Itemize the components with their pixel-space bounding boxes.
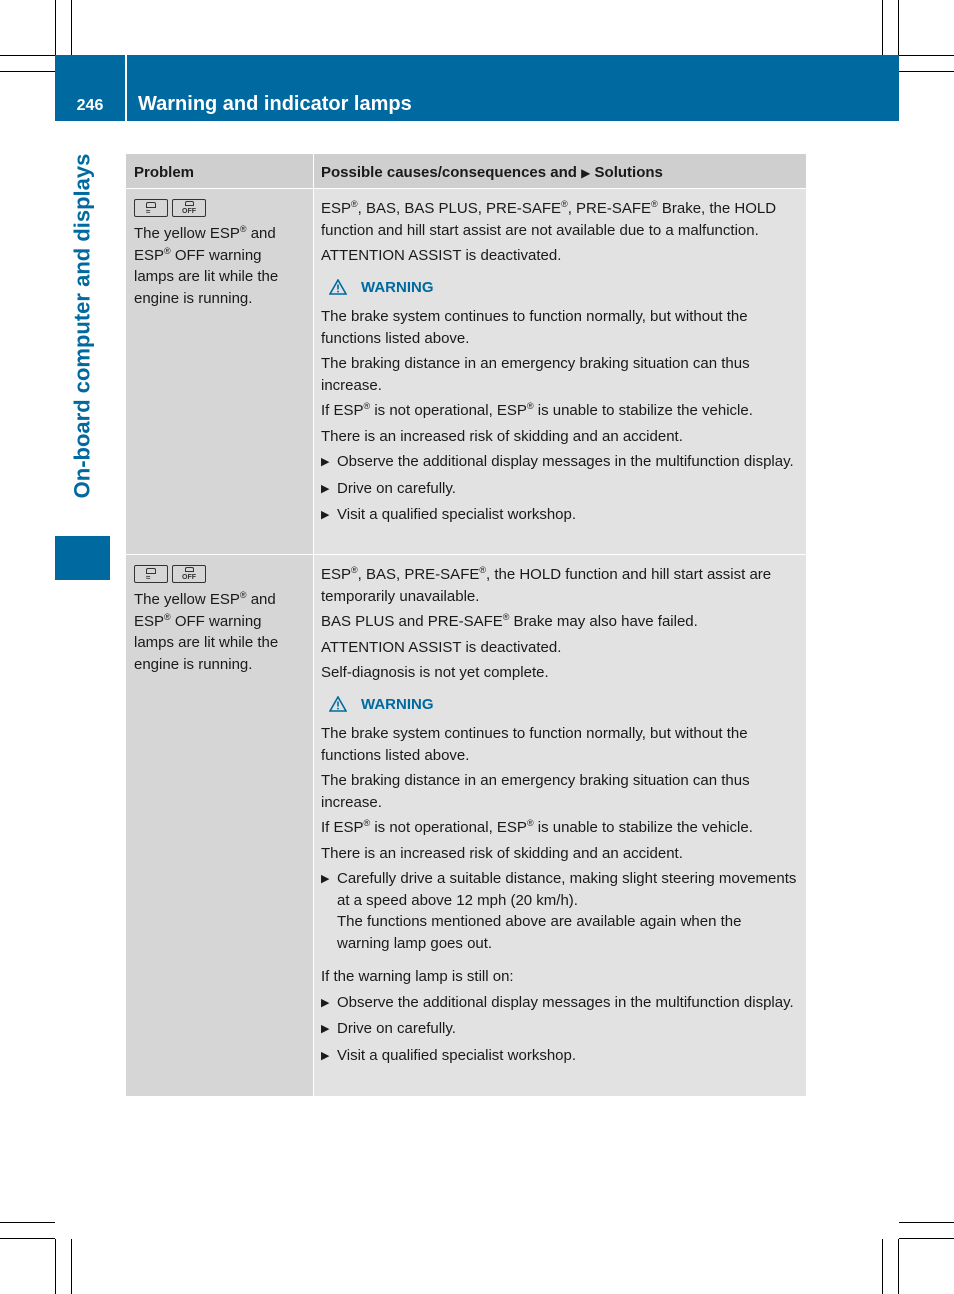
bullet-arrow: ▶	[321, 996, 330, 1009]
solution-cell	[313, 189, 806, 554]
warning-text: The braking distance in an emergency braking situation can thus increase.	[321, 355, 750, 394]
problem-cell	[126, 189, 313, 554]
chapter-tab	[55, 121, 110, 580]
crop-mark	[898, 1239, 899, 1294]
registered-mark: ®	[526, 401, 534, 411]
warning-heading	[329, 694, 798, 716]
problem-text-part: OFF warning lamps are lit while the engine is running.	[134, 246, 279, 307]
cause-paragraph	[321, 564, 798, 607]
bullet-arrow: ▶	[321, 456, 330, 468]
lamp-icons	[134, 565, 305, 585]
bullet-arrow: ▶	[321, 1049, 330, 1062]
crop-mark	[898, 0, 899, 55]
list-item-text: Visit a qualified specialist workshop.	[337, 1046, 577, 1064]
text-part: , the HOLD function and hill start assist are temporarily unavailable.	[321, 566, 772, 605]
warning-label: WARNING	[361, 278, 434, 296]
problem-text	[134, 589, 305, 675]
problem-text-part: and ESP	[134, 225, 276, 264]
text-part: is unable to stabilize the vehicle.	[533, 402, 753, 419]
text-part: is not operational, ESP	[370, 819, 527, 836]
list-item-text: Observe the additional display messages in the multifunction display.	[337, 453, 794, 470]
cause-paragraph: ATTENTION ASSIST is deactivated.	[321, 638, 562, 656]
list-item	[321, 1045, 798, 1068]
cause-paragraph: Self-diagnosis is not yet complete.	[321, 664, 549, 681]
cause-paragraph	[321, 198, 798, 241]
warning-text: The braking distance in an emergency braking situation can thus increase.	[321, 772, 750, 811]
spacer	[321, 958, 798, 966]
registered-mark: ®	[363, 401, 371, 411]
crop-mark	[71, 1239, 72, 1294]
list-item	[321, 478, 798, 501]
esp-off-icon-label: OFF	[182, 208, 196, 215]
registered-mark: ®	[164, 611, 171, 622]
registered-mark: ®	[351, 199, 358, 209]
registered-mark: ®	[164, 245, 171, 256]
header-causes	[313, 154, 806, 188]
warning-triangle-icon	[329, 696, 347, 712]
table-header	[126, 154, 806, 188]
crop-mark	[55, 1239, 56, 1294]
list-item	[321, 504, 798, 527]
warning-text	[321, 400, 798, 422]
warning-text: The brake system continues to function normally, but without the functions listed above.	[321, 725, 748, 764]
problem-cell	[126, 555, 313, 1096]
lamp-icons	[134, 199, 305, 219]
registered-mark: ®	[239, 224, 247, 234]
registered-mark: ®	[561, 199, 568, 209]
chapter-title: On-board computer and displays	[69, 153, 95, 499]
esp-off-icon	[172, 565, 206, 583]
text-part: If ESP	[321, 819, 364, 836]
crop-mark	[899, 55, 954, 56]
text-part: , BAS, PRE-SAFE	[357, 566, 480, 583]
text-part: ESP	[321, 566, 352, 583]
header-causes-label: Possible causes/consequences and	[321, 164, 582, 181]
list-item	[321, 868, 798, 954]
header-solutions-label	[590, 164, 663, 181]
list-item-text: Drive on carefully.	[337, 1020, 456, 1037]
header-divider	[125, 55, 127, 121]
text-part: If ESP	[321, 402, 364, 419]
bullet-arrow: ▶	[321, 1023, 330, 1035]
text-part: Brake may also have failed.	[509, 613, 698, 630]
chapter-tab-text-wrap	[55, 121, 110, 531]
text-part: ESP	[321, 200, 352, 217]
bullet-arrow: ▶	[581, 166, 591, 180]
list-item	[321, 451, 798, 474]
problem-text-part: OFF warning lamps are lit while the engine is running.	[134, 612, 279, 673]
list-item	[321, 1018, 798, 1041]
warning-text: There is an increased risk of skidding and an accident.	[321, 427, 683, 445]
crop-mark	[0, 71, 55, 72]
crop-mark	[899, 1238, 954, 1239]
warning-heading	[329, 277, 798, 299]
crop-mark	[899, 71, 954, 72]
crop-mark	[899, 1222, 954, 1223]
bullet-arrow: ▶	[321, 509, 330, 521]
registered-mark: ®	[351, 565, 358, 575]
table-row	[126, 188, 806, 554]
table-row	[126, 554, 806, 1096]
registered-mark: ®	[651, 199, 658, 209]
crop-mark	[0, 1222, 55, 1223]
warning-lamps-table	[126, 154, 806, 1096]
solution-cell	[313, 555, 806, 1096]
text-part: is unable to stabilize the vehicle.	[533, 819, 753, 836]
list-item-text: Visit a qualified specialist workshop.	[337, 506, 577, 523]
cause-paragraph: ATTENTION ASSIST is deactivated.	[321, 247, 562, 264]
text-part: Brake, the HOLD function and hill start assist are not available due to a malfunction.	[321, 200, 777, 239]
crop-mark	[71, 0, 72, 55]
text-part: is not operational, ESP	[370, 402, 527, 419]
text-part: BAS PLUS and PRE-SAFE	[321, 613, 503, 630]
bullet-arrow: ▶	[321, 873, 330, 885]
crop-mark	[55, 0, 56, 55]
text-part: , BAS, BAS PLUS, PRE-SAFE	[357, 200, 562, 217]
page-number: 246	[76, 97, 104, 114]
cause-paragraph	[321, 611, 798, 633]
registered-mark: ®	[502, 612, 510, 622]
list-item-note: The functions mentioned above are available again when the warning lamp goes out.	[337, 913, 742, 952]
registered-mark: ®	[526, 818, 534, 828]
header-solutions-text: Solutions	[594, 164, 663, 181]
crop-mark	[882, 0, 883, 55]
problem-text	[134, 223, 305, 309]
list-item-text	[337, 868, 798, 954]
list-item-text: Observe the additional display messages in the multifunction display.	[337, 993, 794, 1011]
problem-text-part: The yellow ESP	[134, 591, 240, 608]
warning-text	[321, 817, 798, 839]
esp-warning-icon	[134, 565, 168, 583]
registered-mark: ®	[363, 818, 371, 828]
page-header	[55, 55, 899, 121]
chapter-tab-marker	[55, 536, 110, 580]
warning-text: There is an increased risk of skidding and an accident.	[321, 844, 683, 862]
registered-mark: ®	[239, 590, 247, 600]
warning-label: WARNING	[361, 695, 434, 713]
esp-warning-icon	[134, 199, 168, 217]
header-problem: Problem	[134, 164, 195, 181]
esp-off-icon	[172, 199, 206, 217]
problem-text-part: The yellow ESP	[134, 225, 240, 242]
list-item-text: Drive on carefully.	[337, 479, 456, 497]
esp-off-icon-label: OFF	[182, 574, 196, 581]
problem-text-part: and ESP	[134, 591, 276, 630]
text-part: , PRE-SAFE	[567, 200, 652, 217]
crop-mark	[882, 1239, 883, 1294]
bullet-arrow: ▶	[321, 482, 330, 495]
warning-triangle-icon	[329, 279, 347, 295]
registered-mark: ®	[479, 565, 486, 575]
list-item-main: Carefully drive a suitable distance, making slight steering movements at a speed above 12 mph (20 km/h).	[337, 870, 797, 909]
crop-mark	[0, 1238, 55, 1239]
section-title: Warning and indicator lamps	[138, 93, 412, 115]
list-item	[321, 992, 798, 1015]
cause-paragraph: If the warning lamp is still on:	[321, 968, 514, 985]
crop-mark	[0, 55, 55, 56]
warning-text: The brake system continues to function normally, but without the functions listed above.	[321, 308, 748, 347]
